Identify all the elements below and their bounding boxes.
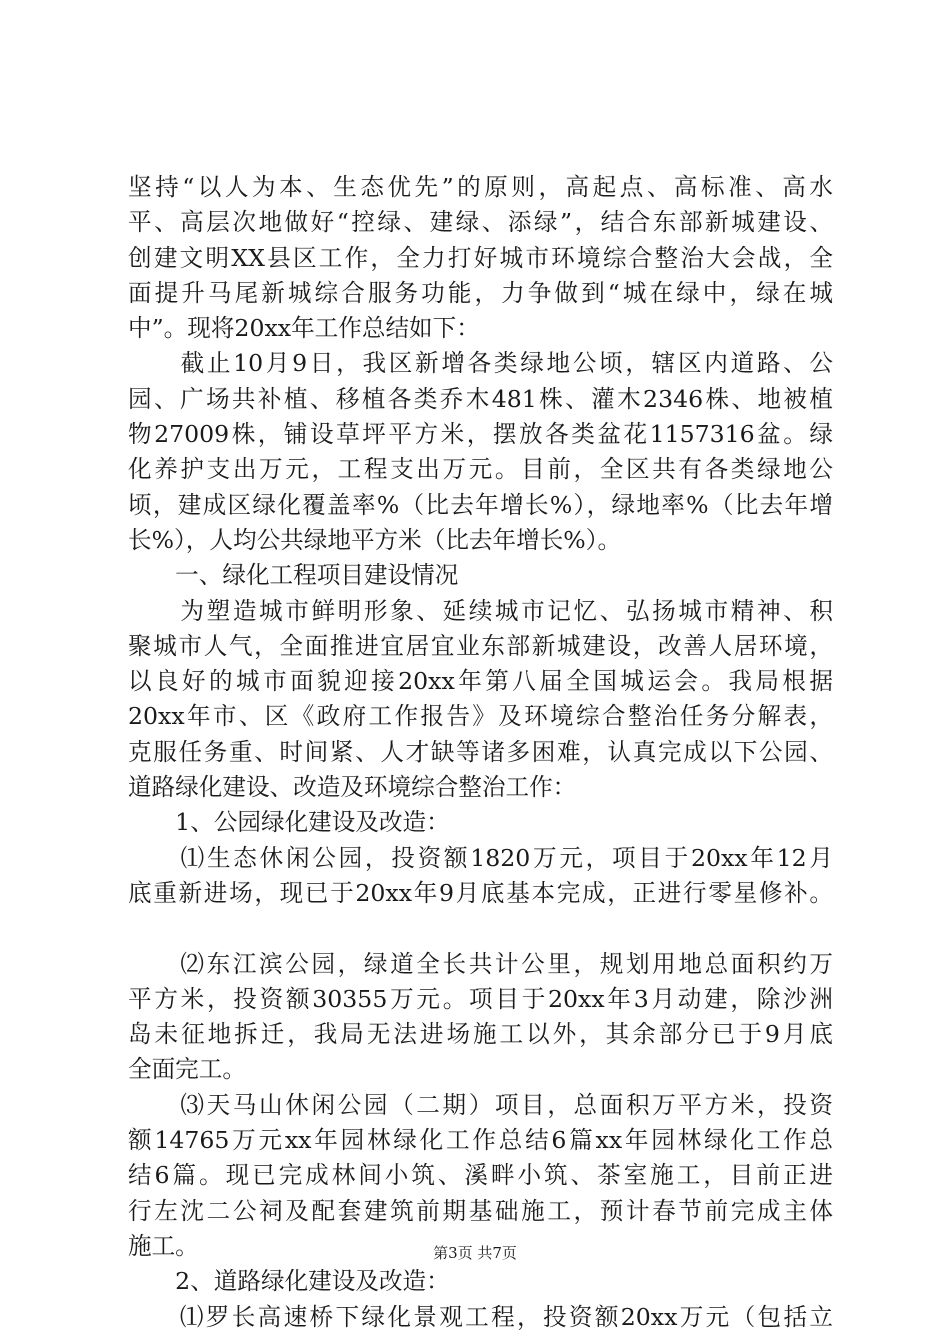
text-line: 园、广场共补植、移植各类乔木481株、灌木2346株、地被植 [128,384,833,413]
text-line: 克服任务重、时间紧、人才缺等诸多困难，认真完成以下公园、 [128,737,833,766]
text-line: 坚持“以人为本、生态优先”的原则，高起点、高标准、高水 [128,173,833,201]
blank-line [128,911,833,946]
text-line: 20xx年市、区《政府工作报告》及环境综合整治任务分解表， [128,702,833,731]
text-line: 顷，建成区绿化覆盖率%（比去年增长%），绿地率%（比去年增 [128,490,833,519]
page-footer: 第3页 共7页 [433,1244,517,1262]
text-line: 截止10月9日，我区新增各类绿地公顷，辖区内道路、公 [128,349,833,378]
text-line: ⑶天马山休闲公园（二期）项目，总面积万平方米，投资 [128,1090,833,1119]
subsection-heading: 1、公园绿化建设及改造： [128,808,450,837]
text-line: 创建文明XX县区工作，全力打好城市环境综合整治大会战，全 [128,243,833,272]
text-line: 以良好的城市面貌迎接20xx年第八届全国城运会。我局根据 [128,667,833,696]
text-line: 底重新进场，现已于20xx年9月底基本完成，正进行零星修补。 [128,878,833,907]
text-line: 聚城市人气，全面推进宜居宜业东部新城建设，改善人居环境， [128,631,833,660]
text-line: 行左沈二公祠及配套建筑前期基础施工，预计春节前完成主体 [128,1196,833,1225]
text-line: 中”。现将20xx年工作总结如下： [128,314,480,343]
text-line: 物27009株，铺设草坪平方米，摆放各类盆花1157316盆。绿 [128,420,833,449]
text-line: 长%），人均公共绿地平方米（比去年增长%）。 [128,525,622,554]
section-heading: 一、绿化工程项目建设情况 [128,561,459,590]
text-line: 全面完工。 [128,1055,246,1084]
text-line: 施工。 [128,1231,199,1260]
text-line: 结6篇。现已完成林间小筑、溪畔小筑、茶室施工，目前正进 [128,1161,833,1190]
text-line: 道路绿化建设、改造及环境综合整治工作： [128,773,577,802]
text-line: 面提升马尾新城综合服务功能，力争做到“城在绿中，绿在城 [128,278,833,307]
text-line: ⑴罗长高速桥下绿化景观工程，投资额20xx万元（包括立 [128,1302,833,1331]
text-line: ⑴生态休闲公园，投资额1820万元，项目于20xx年12月 [128,843,833,872]
text-line: 岛未征地拆迁，我局无法进场施工以外，其余部分已于9月底 [128,1020,833,1049]
subsection-heading: 2、道路绿化建设及改造： [128,1267,450,1296]
text-line: 平、高层次地做好“控绿、建绿、添绿”，结合东部新城建设、 [128,208,833,237]
text-line: 化养护支出万元，工程支出万元。目前，全区共有各类绿地公 [128,455,833,484]
document-body [128,170,833,1335]
text-line: 平方米，投资额30355万元。项目于20xx年3月动建，除沙洲 [128,984,833,1013]
text-line: ⑵东江滨公园，绿道全长共计公里，规划用地总面积约万 [128,949,833,978]
text-line: 为塑造城市鲜明形象、延续城市记忆、弘扬城市精神、积 [128,596,833,625]
text-line: 额14765万元xx年园林绿化工作总结6篇xx年园林绿化工作总 [128,1126,833,1155]
